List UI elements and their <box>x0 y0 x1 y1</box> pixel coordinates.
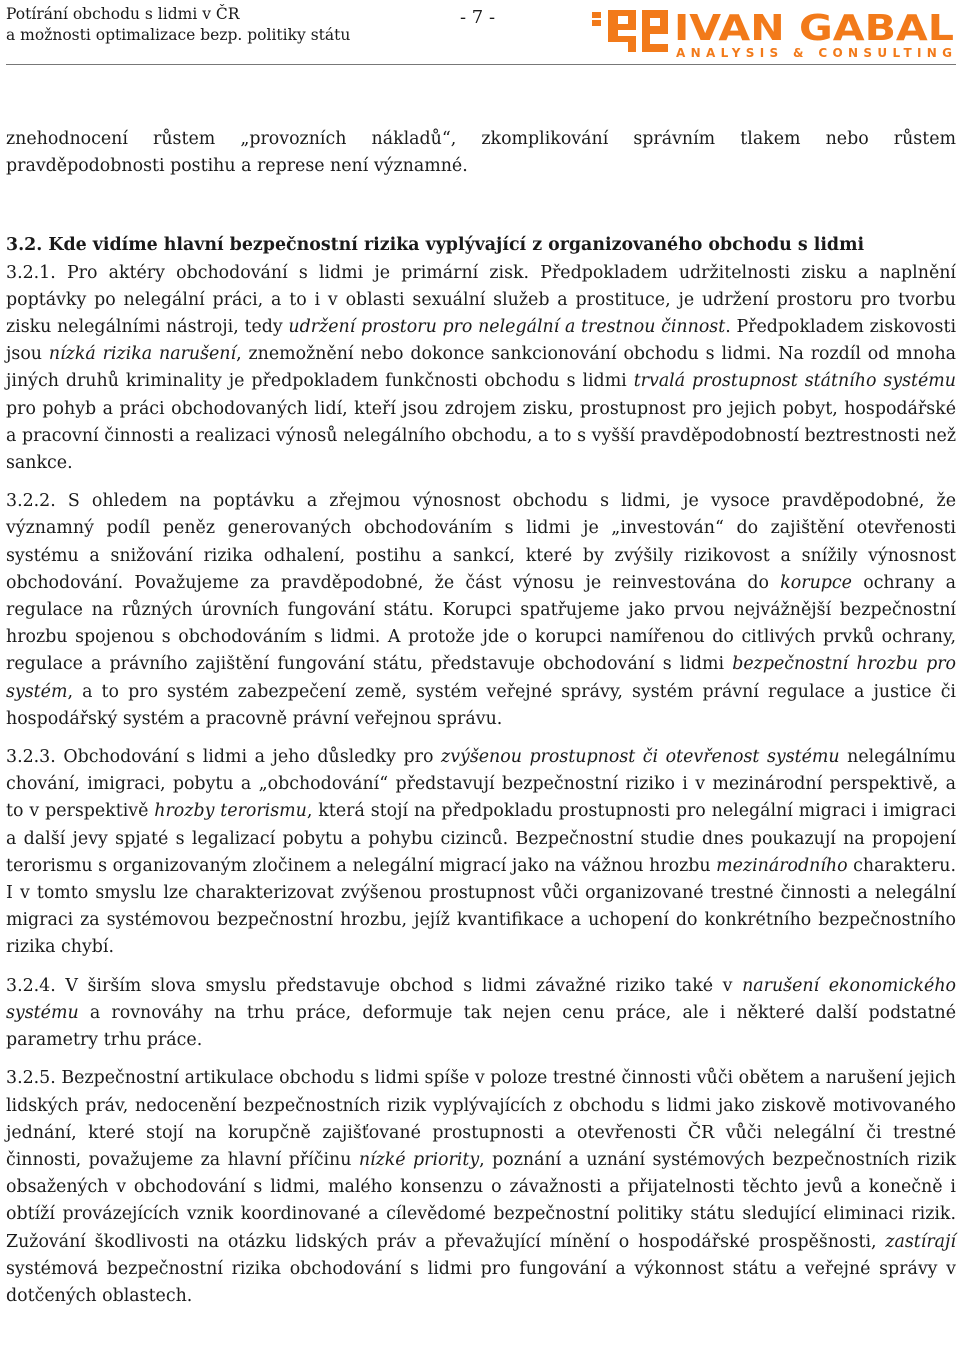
running-title-line1: Potírání obchodu s lidmi v ČR <box>6 5 240 23</box>
section-heading: 3.2. Kde vidíme hlavní bezpečnostní rizika vyplývající z organizovaného obchodu s lidmi <box>6 235 865 256</box>
document-body <box>6 126 956 1310</box>
paragraph-continuation: znehodnocení růstem „provozních nákladů“, zkomplikování správním tlakem nebo růstem pravděpodobnosti postihu a represe není významné. <box>6 129 956 177</box>
paragraph-3-2-1: 3.2.1. Pro aktéry obchodování s lidmi je primární zisk. Předpokladem udržitelnosti zisku a naplnění poptávky po nelegální práci, a to i v oblasti sexuální služeb a prostituce, je udržení prostoru pro tvorbu zisku nelegálními nástroji, tedy udržení prostoru pro nelegální a trestnou činnost. Předpokladem ziskovosti jsou nízká rizika narušení, znemožnění nebo dokonce sankcionování obchodu s lidmi. Na rozdíl od mnoha jiných druhů kriminality je předpokladem funkčnosti obchodu s lidmi trvalá prostupnost státního systému pro pohyb a práci obchodovaných lidí, kteří jsou zdrojem zisku, prostupnost pro jejich pobyt, hospodářské a pracovní činnosti a realizaci výnosů nelegálního obchodu, a to s vyšší pravděpodobností beztrestnosti než sankce. <box>6 262 957 474</box>
header-rule <box>6 64 956 65</box>
ivan-gabal-logo <box>590 4 956 60</box>
paragraph-3-2-3: 3.2.3. Obchodování s lidmi a jeho důsledky pro zvýšenou prostupnost či otevřenost systému nelegálnímu chování, imigraci, pobytu a „obchodování“ představují bezpečnostní riziko i v mezinárodní perspektivě, a to v perspektivě hrozby terorismu, která stojí na předpokladu prostupnosti pro nelegální migraci i imigraci a další jevy spjaté s legalizací pobytu a pohybu cizinců. Bezpečnostní studie dnes poukazují na propojení terorismu s organizovaným zločinem a nelegální migrací jako na vážnou hrozbu mezinárodního charakteru. I v tomto smyslu lze charakterizovat zvýšenou prostupnost vůči organizované trestné činnosti a nelegální migraci za systémovou bezpečnostní hrozbu, jejíž kvantifikace a uchopení do konkrétního bezpečnostního rizika chybí. <box>6 747 957 958</box>
paragraph-3-2-2: 3.2.2. S ohledem na poptávku a zřejmou výnosnost obchodu s lidmi, je vysoce pravděpodobné, že významný podíl peněz generovaných obchodováním s lidmi je „investován“ do zajištění otevřenosti systému a snižování rizika odhalení, postihu a sankcí, které by zvýšily rizikovost a snížily výnosnost obchodování. Považujeme za pravděpodobné, že část výnosu je reinvestována do korupce ochrany a regulace na různých úrovních fungování státu. Korupci spatřujeme jako prvou nejvážnější bezpečnostní hrozbu spojenou s obchodováním s lidmi. A protože jde o korupci namířenou do citlivých prvků ochrany, regulace a právního zajištění fungování státu, představuje obchodování s lidmi bezpečnostní hrozbu pro systém, a to pro systém zabezpečení země, systém veřejné správy, systém právní regulace a justice či hospodářský systém a pracovně právní veřejnou správu. <box>6 491 956 729</box>
paragraph-3-2-5: 3.2.5. Bezpečnostní artikulace obchodu s lidmi spíše v poloze trestné činnosti vůči obětem a narušení jejich lidských práv, nedocenění bezpečnostních rizik vyplývajících z obchodu s lidmi jako ziskově motivovaného jednání, které stojí na korupčně zajišťované prostupnosti a otevřenosti ČR vůči nelegální či trestné činnosti, považujeme za hlavní příčinu nízké priority, poznání a uznání systémových bezpečnostních rizik obsažených v obchodování s lidmi, malého konsenzu o závažnosti a přijatelnosti těchto jevů a konečně i obtíží provázejících vznik koordinované a cílevědomé bezpečnostní politiky státu sledující eliminaci rizik. Zužování škodlivosti na otázku lidských práv a převažující mínění o hospodářské prospěšnosti, zastírají systémová bezpečnostní rizika obchodování s lidmi pro fungování a výkonnost státu a veřejné správy v dotčených oblastech. <box>6 1068 957 1306</box>
running-title-line2: a možnosti optimalizace bezp. politiky státu <box>6 26 351 44</box>
page-header <box>6 4 956 62</box>
running-title <box>6 4 350 46</box>
page-number: - 7 - <box>460 7 496 28</box>
paragraph-3-2-4: 3.2.4. V širším slova smyslu představuje obchod s lidmi závažné riziko také v narušení ekonomického systému a rovnováhy na trhu práce, deformuje tak nejen cenu práce, ale i některé další podstatné parametry trhu práce. <box>6 975 956 1051</box>
svg-text:IVAN GABAL: IVAN GABAL <box>674 8 954 49</box>
svg-text:ANALYSIS & CONSULTING: ANALYSIS & CONSULTING <box>676 46 952 60</box>
